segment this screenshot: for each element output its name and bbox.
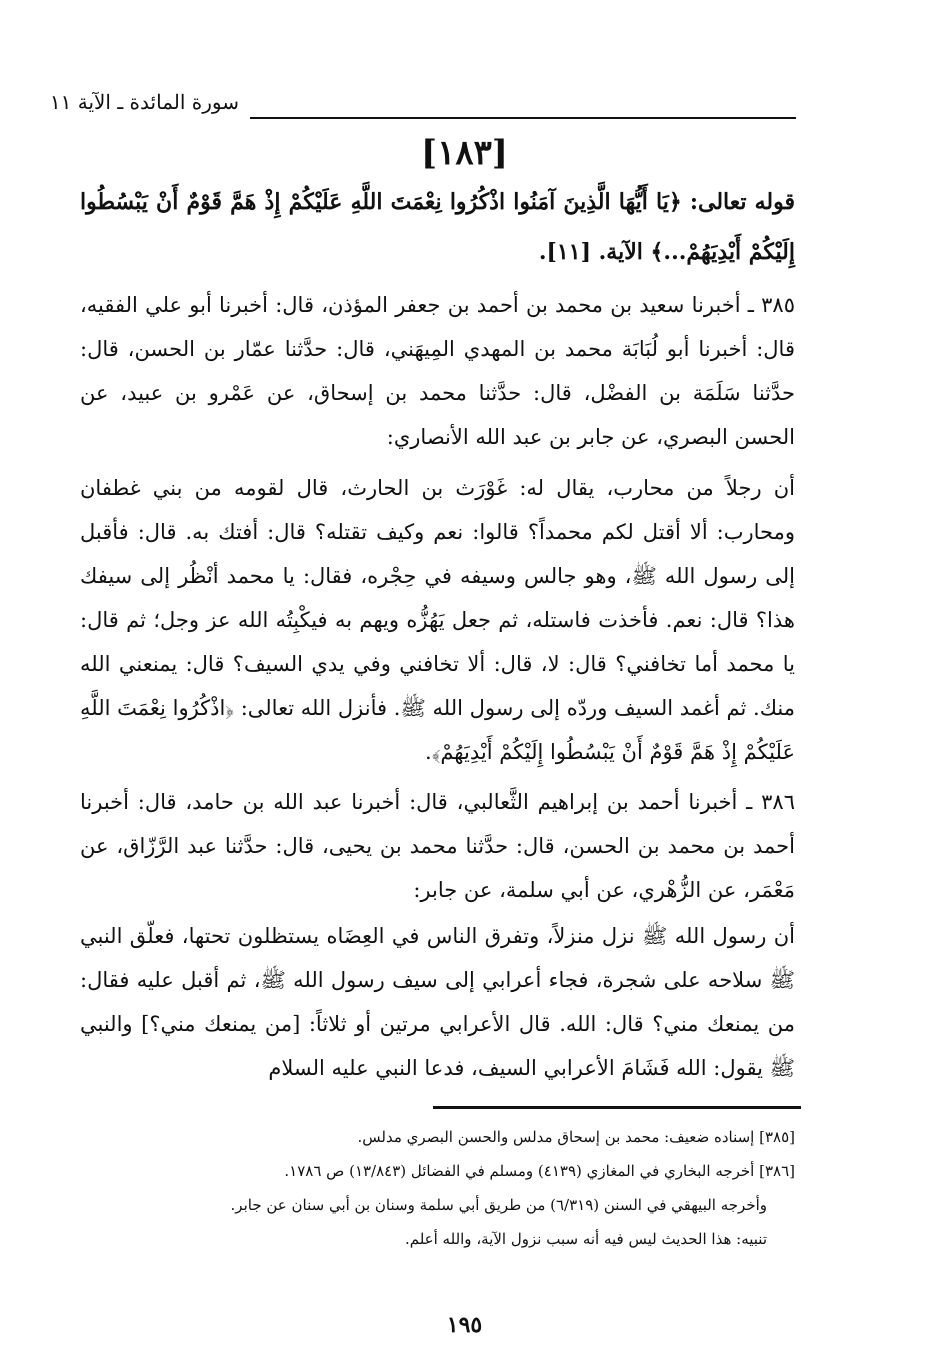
hadith-385-isnad (80, 283, 795, 459)
footnote-385: [٣٨٥] إسناده ضعيف: محمد بن إسحاق مدلس والحسن البصري مدلس. (357, 1128, 795, 1146)
hadith-385-text (80, 466, 795, 774)
hadith-386-isnad-text: ٣٨٦ ـ أخبرنا أحمد بن إبراهيم الثَّعالبي، قال: أخبرنا عبد الله بن حامد، قال: أخبرنا أحمد بن محمد بن الحسن، قال: حدَّثنا محمد بن يحيى، قال: حدَّثنا عبد الرَّزّاق، عن مَعْمَر، عن الزُّهْري، عن أبي سلمة، عن جابر: (80, 790, 795, 902)
verse-heading (80, 177, 795, 277)
footnotes (140, 1120, 795, 1256)
hadith-386-isnad (80, 780, 795, 912)
verse-heading-text: قوله تعالى: ﴿يَا أَيُّهَا الَّذِينَ آمَنُوا اذْكُرُوا نِعْمَتَ اللَّهِ عَلَيْكُمْ إِذْ هَمَّ قَوْمٌ أَنْ يَبْسُطُوا إِلَيْكُمْ أَيْدِيَهُمْ...﴾ الآية. [١١]. (80, 189, 795, 265)
footnote-386-continued: وأخرجه البيهقي في السنن (٦/٣١٩) من طريق أبي سلمة وسنان بن أبي سنان عن جابر. (230, 1196, 767, 1214)
section-number: [١٨٣] (421, 133, 508, 173)
running-header: سورة المائدة ـ الآية ١١ (49, 90, 239, 114)
footnote-rule (433, 1106, 801, 1109)
footnote-386: [٣٨٦] أخرجه البخاري في المغازي (٤١٣٩) ومسلم في الفضائل (١٣/٨٤٣) ص ١٧٨٦. (284, 1162, 795, 1180)
hadith-385-isnad-text: ٣٨٥ ـ أخبرنا سعيد بن محمد بن أحمد بن جعفر المؤذن، قال: أخبرنا أبو علي الفقيه، قال: أخبرنا أبو لُبَابَة محمد بن المهدي المِيهَني، قال: حدَّثنا عمّار بن الحسن، قال: حدَّثنا سَلَمَة بن الفضْل، قال: حدَّثنا محمد بن إسحاق، عن عَمْرو بن عبيد، عن الحسن البصري، عن جابر بن عبد الله الأنصاري: (80, 293, 795, 449)
hadith-386-text (80, 914, 795, 1090)
footnote-note: تنبيه: هذا الحديث ليس فيه أنه سبب نزول الآية، والله أعلم. (404, 1230, 767, 1248)
hadith-386-body: أن رسول الله ﷺ نزل منزلاً، وتفرق الناس في العِضَاه يستظلون تحتها، فعلّق النبي ﷺ سلاحه على شجرة، فجاء أعرابي إلى سيف رسول الله ﷺ، ثم أقبل عليه فقال: من يمنعك مني؟ قال: الله. قال الأعرابي مرتين أو ثلاثاً: [من يمنعك مني؟] والنبي ﷺ يقول: الله فَشَامَ الأعرابي السيف، فدعا النبي عليه السلام (80, 924, 795, 1080)
page-number: ١٩٥ (446, 1312, 483, 1338)
hadith-385-body: أن رجلاً من محارب، يقال له: غَوْرَث بن الحارث، قال لقومه من بني غطفان ومحارب: ألا أقتل لكم محمداً؟ قالوا: نعم وكيف تقتله؟ قال: أفتك به. قال: فأقبل إلى رسول الله ﷺ، وهو جالس وسيفه في حِجْره، فقال: يا محمد أنْظُر إلى سيفك هذا؟ قال: نعم. فأخذت فاستله، ثم جعل يَهُزُّه ويهم به فيكْبِتُه الله عز وجل؛ ثم قال: يا محمد أما تخافني؟ قال: لا، قال: ألا تخافني وفي يدي السيف؟ قال: يمنعني الله منك. ثم أغمد السيف وردّه إلى رسول الله ﷺ. فأنزل الله تعالى: ﴿اذْكُرُوا نِعْمَتَ اللَّهِ عَلَيْكُمْ إِذْ هَمَّ قَوْمٌ أَنْ يَبْسُطُوا إِلَيْكُمْ أَيْدِيَهُمْ﴾. (80, 476, 795, 764)
header-rule (250, 117, 796, 119)
